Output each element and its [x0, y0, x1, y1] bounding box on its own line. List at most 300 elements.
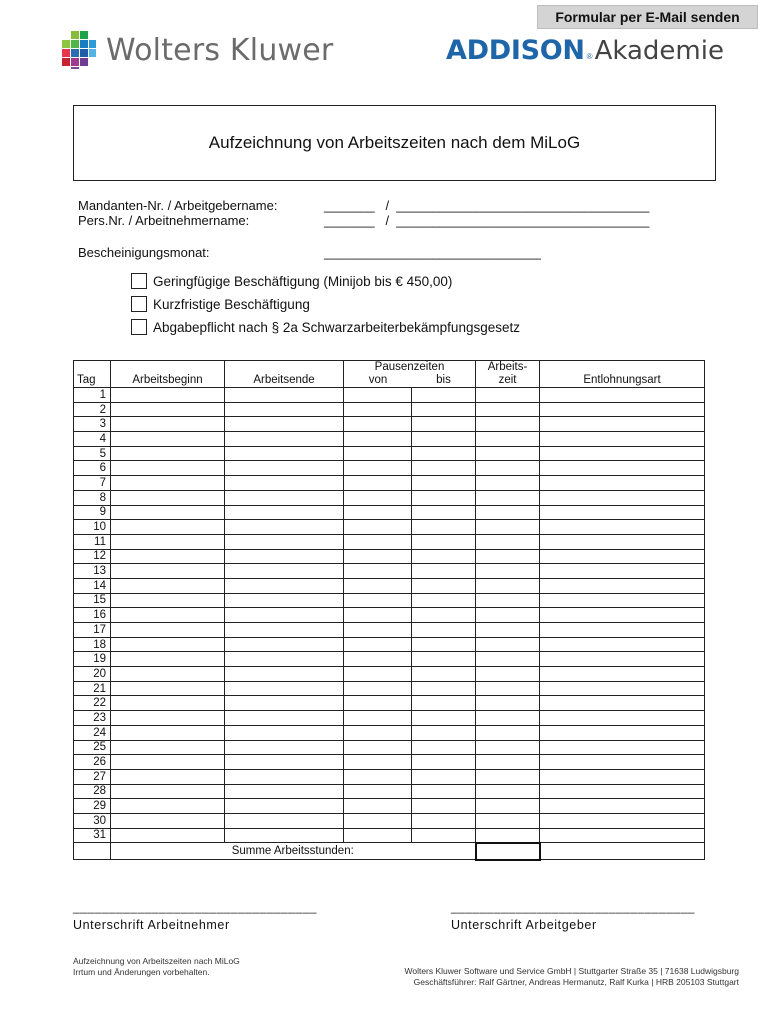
- arbeitsende-cell[interactable]: [225, 476, 344, 491]
- table-body: [74, 388, 705, 843]
- arbeitsende-cell[interactable]: [225, 740, 344, 755]
- table-row: [74, 813, 705, 828]
- arbeitsbeginn-cell[interactable]: [111, 505, 225, 520]
- arbeitsende-cell[interactable]: [225, 755, 344, 770]
- table-row: [74, 828, 705, 843]
- arbeitszeit-cell[interactable]: [476, 667, 540, 682]
- pause-bis-cell[interactable]: [412, 446, 476, 461]
- entlohnungsart-cell[interactable]: [540, 578, 705, 593]
- arbeitsende-cell[interactable]: [225, 402, 344, 417]
- pause-bis-cell[interactable]: [412, 711, 476, 726]
- header-zeit-label: zeit: [498, 374, 517, 386]
- table-row: [74, 696, 705, 711]
- entlohnungsart-cell[interactable]: [540, 534, 705, 549]
- pause-von-cell[interactable]: [344, 696, 412, 711]
- header-arbeitsbeginn: Arbeitsbeginn: [111, 361, 225, 388]
- table-row: [74, 799, 705, 814]
- arbeitsbeginn-cell[interactable]: [111, 755, 225, 770]
- arbeitszeit-cell[interactable]: [476, 828, 540, 843]
- arbeitszeit-cell[interactable]: [476, 725, 540, 740]
- pause-von-cell[interactable]: [344, 725, 412, 740]
- day-number: 27: [74, 769, 111, 784]
- entlohnungsart-cell[interactable]: [540, 490, 705, 505]
- arbeitsbeginn-cell[interactable]: [111, 667, 225, 682]
- kurzfristig-label: Kurzfristige Beschäftigung: [153, 296, 310, 312]
- arbeitsende-cell[interactable]: [225, 549, 344, 564]
- table-row: [74, 784, 705, 799]
- pause-von-cell[interactable]: [344, 461, 412, 476]
- entlohnungsart-cell[interactable]: [540, 740, 705, 755]
- pause-von-cell[interactable]: [344, 681, 412, 696]
- arbeitsbeginn-cell[interactable]: [111, 608, 225, 623]
- arbeitszeit-cell[interactable]: [476, 461, 540, 476]
- table-row: [74, 667, 705, 682]
- header-pausen-sub: [344, 374, 475, 387]
- entlohnungsart-cell[interactable]: [540, 784, 705, 799]
- arbeitsende-cell[interactable]: [225, 652, 344, 667]
- arbeitsende-cell[interactable]: [225, 813, 344, 828]
- day-number: 25: [74, 740, 111, 755]
- pause-bis-cell[interactable]: [412, 476, 476, 491]
- entlohnungsart-cell[interactable]: [540, 813, 705, 828]
- table-row: [74, 490, 705, 505]
- entlohnungsart-cell[interactable]: [540, 417, 705, 432]
- arbeitsende-cell[interactable]: [225, 725, 344, 740]
- day-number: 21: [74, 681, 111, 696]
- entlohnungsart-cell[interactable]: [540, 696, 705, 711]
- entlohnungsart-cell[interactable]: [540, 593, 705, 608]
- pause-von-cell[interactable]: [344, 520, 412, 535]
- arbeitszeit-cell[interactable]: [476, 813, 540, 828]
- checkbox-row-minijob: [131, 273, 452, 289]
- pause-von-cell[interactable]: [344, 667, 412, 682]
- arbeitsende-cell[interactable]: [225, 784, 344, 799]
- pause-bis-cell[interactable]: [412, 799, 476, 814]
- day-number: 2: [74, 402, 111, 417]
- arbeitsende-cell[interactable]: [225, 417, 344, 432]
- arbeitszeit-cell[interactable]: [476, 711, 540, 726]
- arbeitsende-cell[interactable]: [225, 608, 344, 623]
- table-row: [74, 476, 705, 491]
- arbeitsende-cell[interactable]: [225, 505, 344, 520]
- pause-bis-cell[interactable]: [412, 667, 476, 682]
- entlohnungsart-cell[interactable]: [540, 608, 705, 623]
- pause-von-cell[interactable]: [344, 564, 412, 579]
- pause-bis-cell[interactable]: [412, 432, 476, 447]
- title-box: [73, 105, 716, 181]
- arbeitsbeginn-cell[interactable]: [111, 402, 225, 417]
- header-arbeits-label: Arbeits-: [487, 361, 528, 373]
- pers-field[interactable]: _______ / ___________________________________: [324, 213, 650, 228]
- addison-akademie-logo: [446, 35, 724, 66]
- day-number: 19: [74, 652, 111, 667]
- arbeitszeit-cell[interactable]: [476, 446, 540, 461]
- pause-von-cell[interactable]: [344, 578, 412, 593]
- arbeitsbeginn-cell[interactable]: [111, 461, 225, 476]
- footer-left-line2: Irrtum und Änderungen vorbehalten.: [73, 967, 210, 977]
- entlohnungsart-cell[interactable]: [540, 402, 705, 417]
- arbeitsbeginn-cell[interactable]: [111, 828, 225, 843]
- arbeitsbeginn-cell[interactable]: [111, 446, 225, 461]
- entlohnungsart-cell[interactable]: [540, 461, 705, 476]
- header-tag: Tag: [74, 361, 111, 388]
- table-row: [74, 711, 705, 726]
- entlohnungsart-cell[interactable]: [540, 725, 705, 740]
- pause-von-cell[interactable]: [344, 799, 412, 814]
- day-number: 16: [74, 608, 111, 623]
- arbeitszeit-cell[interactable]: [476, 476, 540, 491]
- arbeitszeit-cell[interactable]: [476, 740, 540, 755]
- entlohnungsart-cell[interactable]: [540, 637, 705, 652]
- arbeitsende-cell[interactable]: [225, 637, 344, 652]
- checkbox-row-abgabepflicht: [131, 319, 520, 335]
- arbeitsende-cell[interactable]: [225, 681, 344, 696]
- table-row: [74, 432, 705, 447]
- arbeitsbeginn-cell[interactable]: [111, 432, 225, 447]
- pause-bis-cell[interactable]: [412, 813, 476, 828]
- wolters-kluwer-logo: [58, 30, 333, 70]
- pause-von-cell[interactable]: [344, 652, 412, 667]
- arbeitszeit-cell[interactable]: [476, 623, 540, 638]
- table-row: [74, 652, 705, 667]
- arbeitsende-cell[interactable]: [225, 520, 344, 535]
- summe-empty-cell: [74, 843, 111, 860]
- arbeitszeit-cell[interactable]: [476, 534, 540, 549]
- table-row: [74, 755, 705, 770]
- monat-field[interactable]: ______________________________: [324, 245, 541, 260]
- arbeitsende-cell[interactable]: [225, 534, 344, 549]
- entlohnungsart-cell[interactable]: [540, 711, 705, 726]
- minijob-checkbox[interactable]: [131, 273, 147, 289]
- table-row: [74, 740, 705, 755]
- day-number: 10: [74, 520, 111, 535]
- wolters-kluwer-mark-icon: [58, 30, 98, 70]
- pause-bis-cell[interactable]: [412, 593, 476, 608]
- arbeitszeit-cell[interactable]: [476, 578, 540, 593]
- day-number: 17: [74, 623, 111, 638]
- table-row: [74, 681, 705, 696]
- day-number: 5: [74, 446, 111, 461]
- arbeitsbeginn-cell[interactable]: [111, 652, 225, 667]
- arbeitsbeginn-cell[interactable]: [111, 769, 225, 784]
- abgabepflicht-label: Abgabepflicht nach § 2a Schwarzarbeiterbekämpfungsgesetz: [153, 319, 520, 335]
- footer-right: [404, 966, 739, 988]
- arbeitsbeginn-cell[interactable]: [111, 564, 225, 579]
- pause-bis-cell[interactable]: [412, 564, 476, 579]
- arbeitsende-cell[interactable]: [225, 769, 344, 784]
- arbeitsende-cell[interactable]: [225, 828, 344, 843]
- day-number: 14: [74, 578, 111, 593]
- arbeitsende-cell[interactable]: [225, 578, 344, 593]
- signature-label-arbeitgeber: Unterschrift Arbeitgeber: [451, 918, 597, 932]
- wolters-kluwer-wordmark: Wolters Kluwer: [106, 32, 334, 68]
- arbeitszeit-cell[interactable]: [476, 652, 540, 667]
- day-number: 30: [74, 813, 111, 828]
- footer-left-line1: Aufzeichnung von Arbeitszeiten nach MiLoG: [73, 956, 240, 966]
- arbeitszeit-cell[interactable]: [476, 564, 540, 579]
- registered-mark: ®: [586, 52, 593, 61]
- header-pausenzeiten: [344, 361, 476, 388]
- arbeitsbeginn-cell[interactable]: [111, 520, 225, 535]
- checkbox-row-kurzfristig: [131, 296, 310, 312]
- day-number: 22: [74, 696, 111, 711]
- table-row: [74, 402, 705, 417]
- monat-label: Bescheinigungsmonat:: [78, 245, 210, 260]
- addison-wordmark: ADDISON: [446, 35, 585, 66]
- arbeitsbeginn-cell[interactable]: [111, 476, 225, 491]
- arbeitszeit-cell[interactable]: [476, 784, 540, 799]
- pause-bis-cell[interactable]: [412, 637, 476, 652]
- arbeitszeit-cell[interactable]: [476, 637, 540, 652]
- entlohnungsart-cell[interactable]: [540, 799, 705, 814]
- arbeitsende-cell[interactable]: [225, 490, 344, 505]
- pause-von-cell[interactable]: [344, 755, 412, 770]
- arbeitsbeginn-cell[interactable]: [111, 578, 225, 593]
- arbeitszeit-cell[interactable]: [476, 417, 540, 432]
- day-number: 3: [74, 417, 111, 432]
- pause-von-cell[interactable]: [344, 505, 412, 520]
- pause-von-cell[interactable]: [344, 623, 412, 638]
- pause-bis-cell[interactable]: [412, 578, 476, 593]
- arbeitszeit-cell[interactable]: [476, 696, 540, 711]
- entlohnungsart-cell[interactable]: [540, 432, 705, 447]
- day-number: 28: [74, 784, 111, 799]
- table-row: [74, 549, 705, 564]
- day-number: 24: [74, 725, 111, 740]
- minijob-label: Geringfügige Beschäftigung (Minijob bis € 450,00): [153, 273, 453, 289]
- pause-von-cell[interactable]: [344, 476, 412, 491]
- entlohnungsart-cell[interactable]: [540, 652, 705, 667]
- summe-label: Summe Arbeitsstunden:: [111, 843, 476, 860]
- day-number: 18: [74, 637, 111, 652]
- day-number: 6: [74, 461, 111, 476]
- arbeitsbeginn-cell[interactable]: [111, 623, 225, 638]
- arbeitszeit-cell[interactable]: [476, 755, 540, 770]
- pause-bis-cell[interactable]: [412, 784, 476, 799]
- pause-von-cell[interactable]: [344, 549, 412, 564]
- arbeitsbeginn-cell[interactable]: [111, 799, 225, 814]
- pause-von-cell[interactable]: [344, 740, 412, 755]
- arbeitszeit-cell[interactable]: [476, 549, 540, 564]
- summe-empty-cell: [540, 843, 705, 860]
- entlohnungsart-cell[interactable]: [540, 446, 705, 461]
- pause-bis-cell[interactable]: [412, 520, 476, 535]
- header-entlohnungsart: Entlohnungsart: [540, 361, 705, 388]
- arbeitsbeginn-cell[interactable]: [111, 740, 225, 755]
- entlohnungsart-cell[interactable]: [540, 549, 705, 564]
- header-pausenzeiten-label: Pausenzeiten: [374, 361, 445, 373]
- pause-von-cell[interactable]: [344, 388, 412, 403]
- pause-bis-cell[interactable]: [412, 388, 476, 403]
- table-row: [74, 769, 705, 784]
- arbeitsende-cell[interactable]: [225, 432, 344, 447]
- day-number: 1: [74, 388, 111, 403]
- pause-von-cell[interactable]: [344, 711, 412, 726]
- abgabepflicht-checkbox[interactable]: [131, 319, 147, 335]
- table-row: [74, 505, 705, 520]
- pause-von-cell[interactable]: [344, 813, 412, 828]
- pause-bis-cell[interactable]: [412, 549, 476, 564]
- pause-bis-cell[interactable]: [412, 725, 476, 740]
- footer-right-line2: Geschäftsführer: Ralf Gärtner, Andreas Hermanutz, Ralf Kurka | HRB 205103 Stuttgart: [413, 977, 739, 987]
- arbeitsende-cell[interactable]: [225, 623, 344, 638]
- table-row: [74, 388, 705, 403]
- arbeitszeit-cell[interactable]: [476, 388, 540, 403]
- pers-label: Pers.Nr. / Arbeitnehmername:: [78, 213, 250, 228]
- pause-bis-cell[interactable]: [412, 490, 476, 505]
- pause-von-cell[interactable]: [344, 446, 412, 461]
- pause-von-cell[interactable]: [344, 417, 412, 432]
- mandant-label: Mandanten-Nr. / Arbeitgebername:: [78, 198, 278, 213]
- entlohnungsart-cell[interactable]: [540, 667, 705, 682]
- signature-label-arbeitnehmer: Unterschrift Arbeitnehmer: [73, 918, 230, 932]
- entlohnungsart-cell[interactable]: [540, 564, 705, 579]
- arbeitsbeginn-cell[interactable]: [111, 813, 225, 828]
- arbeitsende-cell[interactable]: [225, 446, 344, 461]
- arbeitsende-cell[interactable]: [225, 799, 344, 814]
- arbeitsbeginn-cell[interactable]: [111, 417, 225, 432]
- pause-bis-cell[interactable]: [412, 769, 476, 784]
- pause-von-cell[interactable]: [344, 490, 412, 505]
- day-number: 12: [74, 549, 111, 564]
- arbeitszeit-cell[interactable]: [476, 402, 540, 417]
- arbeitsbeginn-cell[interactable]: [111, 637, 225, 652]
- table-row: [74, 637, 705, 652]
- header-arbeitszeit: [476, 361, 540, 388]
- day-number: 26: [74, 755, 111, 770]
- arbeitszeit-cell[interactable]: [476, 432, 540, 447]
- arbeitsende-cell[interactable]: [225, 388, 344, 403]
- pause-bis-cell[interactable]: [412, 461, 476, 476]
- day-number: 11: [74, 534, 111, 549]
- entlohnungsart-cell[interactable]: [540, 388, 705, 403]
- arbeitsende-cell[interactable]: [225, 667, 344, 682]
- entlohnungsart-cell[interactable]: [540, 769, 705, 784]
- arbeitsbeginn-cell[interactable]: [111, 549, 225, 564]
- mandant-field[interactable]: _______ / ___________________________________: [324, 198, 650, 213]
- day-number: 7: [74, 476, 111, 491]
- arbeitsbeginn-cell[interactable]: [111, 388, 225, 403]
- day-number: 31: [74, 828, 111, 843]
- day-number: 15: [74, 593, 111, 608]
- table-row: [74, 725, 705, 740]
- entlohnungsart-cell[interactable]: [540, 828, 705, 843]
- footer-right-line1: Wolters Kluwer Software und Service GmbH | Stuttgarter Straße 35 | 71638 Ludwigsburg: [404, 966, 739, 976]
- pause-von-cell[interactable]: [344, 608, 412, 623]
- arbeitszeit-cell[interactable]: [476, 681, 540, 696]
- arbeitsende-cell[interactable]: [225, 461, 344, 476]
- signature-line-arbeitgeber[interactable]: __________________________________: [451, 900, 695, 914]
- header-arbeitsende: Arbeitsende: [225, 361, 344, 388]
- pause-von-cell[interactable]: [344, 637, 412, 652]
- arbeitsbeginn-cell[interactable]: [111, 534, 225, 549]
- page-title: Aufzeichnung von Arbeitszeiten nach dem MiLoG: [208, 133, 581, 152]
- entlohnungsart-cell[interactable]: [540, 755, 705, 770]
- header-bis: bis: [436, 374, 451, 386]
- arbeitszeit-cell[interactable]: [476, 490, 540, 505]
- pause-bis-cell[interactable]: [412, 623, 476, 638]
- day-number: 4: [74, 432, 111, 447]
- table-row: [74, 564, 705, 579]
- pause-von-cell[interactable]: [344, 828, 412, 843]
- entlohnungsart-cell[interactable]: [540, 681, 705, 696]
- arbeitsbeginn-cell[interactable]: [111, 711, 225, 726]
- footer-left: [73, 956, 240, 978]
- arbeitsende-cell[interactable]: [225, 593, 344, 608]
- pause-von-cell[interactable]: [344, 769, 412, 784]
- email-send-button[interactable]: Formular per E-Mail senden: [537, 5, 758, 29]
- arbeitszeit-cell[interactable]: [476, 799, 540, 814]
- pause-bis-cell[interactable]: [412, 755, 476, 770]
- table-row: [74, 534, 705, 549]
- arbeitszeit-cell[interactable]: [476, 505, 540, 520]
- day-number: 23: [74, 711, 111, 726]
- pause-bis-cell[interactable]: [412, 505, 476, 520]
- arbeitszeit-cell[interactable]: [476, 608, 540, 623]
- table-row: [74, 417, 705, 432]
- arbeitsbeginn-cell[interactable]: [111, 681, 225, 696]
- pause-bis-cell[interactable]: [412, 534, 476, 549]
- pause-bis-cell[interactable]: [412, 417, 476, 432]
- pause-bis-cell[interactable]: [412, 696, 476, 711]
- arbeitsende-cell[interactable]: [225, 711, 344, 726]
- day-number: 13: [74, 564, 111, 579]
- pause-von-cell[interactable]: [344, 593, 412, 608]
- arbeitszeit-cell[interactable]: [476, 520, 540, 535]
- day-number: 9: [74, 505, 111, 520]
- akademie-wordmark: Akademie: [594, 36, 724, 66]
- arbeitsbeginn-cell[interactable]: [111, 696, 225, 711]
- entlohnungsart-cell[interactable]: [540, 505, 705, 520]
- pause-bis-cell[interactable]: [412, 681, 476, 696]
- pause-von-cell[interactable]: [344, 402, 412, 417]
- summe-value-cell[interactable]: [476, 843, 540, 860]
- kurzfristig-checkbox[interactable]: [131, 296, 147, 312]
- pause-bis-cell[interactable]: [412, 828, 476, 843]
- entlohnungsart-cell[interactable]: [540, 520, 705, 535]
- entlohnungsart-cell[interactable]: [540, 476, 705, 491]
- table-row: [74, 608, 705, 623]
- table-row: [74, 623, 705, 638]
- arbeitsbeginn-cell[interactable]: [111, 784, 225, 799]
- day-number: 29: [74, 799, 111, 814]
- signature-line-arbeitnehmer[interactable]: __________________________________: [73, 900, 317, 914]
- table-row: [74, 520, 705, 535]
- arbeitsende-cell[interactable]: [225, 564, 344, 579]
- arbeitsbeginn-cell[interactable]: [111, 725, 225, 740]
- summe-row: [74, 843, 705, 860]
- arbeitszeit-cell[interactable]: [476, 769, 540, 784]
- table-header-row: [74, 361, 705, 388]
- pause-bis-cell[interactable]: [412, 402, 476, 417]
- pause-von-cell[interactable]: [344, 784, 412, 799]
- header-von: von: [368, 374, 388, 386]
- pause-von-cell[interactable]: [344, 432, 412, 447]
- pause-von-cell[interactable]: [344, 534, 412, 549]
- pause-bis-cell[interactable]: [412, 740, 476, 755]
- time-table: [73, 360, 705, 861]
- entlohnungsart-cell[interactable]: [540, 623, 705, 638]
- day-number: 20: [74, 667, 111, 682]
- pause-bis-cell[interactable]: [412, 608, 476, 623]
- arbeitsbeginn-cell[interactable]: [111, 490, 225, 505]
- arbeitsbeginn-cell[interactable]: [111, 593, 225, 608]
- pause-bis-cell[interactable]: [412, 652, 476, 667]
- table-row: [74, 578, 705, 593]
- arbeitszeit-cell[interactable]: [476, 593, 540, 608]
- table-row: [74, 593, 705, 608]
- arbeitsende-cell[interactable]: [225, 696, 344, 711]
